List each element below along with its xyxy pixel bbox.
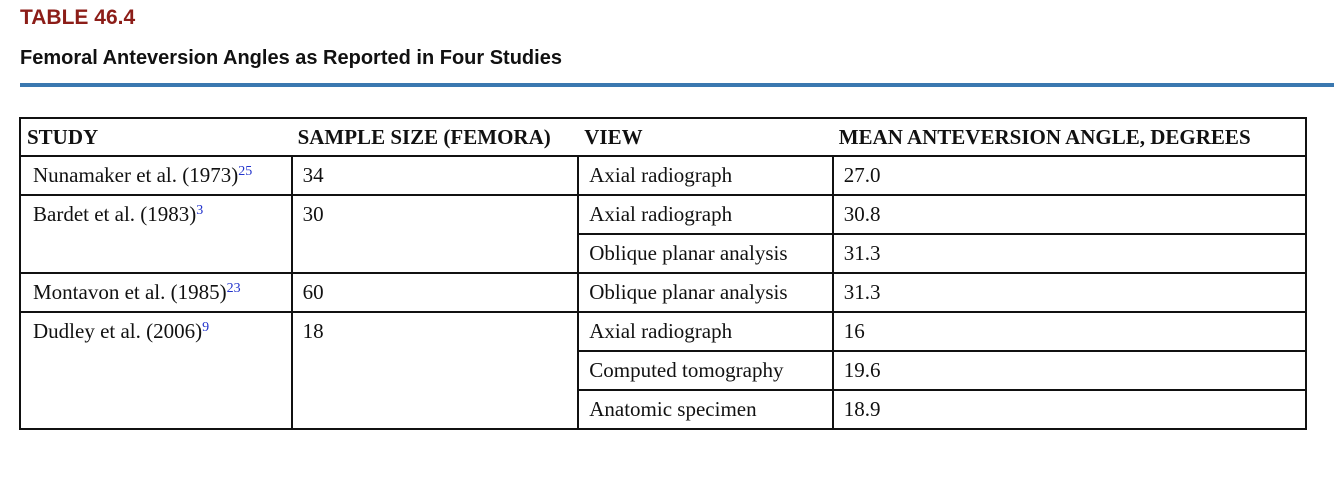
mean-angle-cell: 31.3	[833, 273, 1306, 312]
view-cell: Anatomic specimen	[578, 390, 832, 429]
study-cell	[20, 195, 292, 273]
mean-angle-cell: 16	[833, 312, 1306, 351]
header-view: VIEW	[578, 118, 832, 156]
mean-angle-cell: 31.3	[833, 234, 1306, 273]
table-row	[20, 156, 1306, 195]
table-row	[20, 273, 1306, 312]
header-sample-size: SAMPLE SIZE (FEMORA)	[292, 118, 579, 156]
table-caption: Femoral Anteversion Angles as Reported in Four Studies	[20, 47, 562, 69]
study-name: Bardet et al. (1983)	[33, 202, 197, 226]
sample-size-cell: 30	[292, 195, 579, 273]
mean-angle-cell: 18.9	[833, 390, 1306, 429]
study-name: Montavon et al. (1985)	[33, 280, 227, 304]
study-cell	[20, 156, 292, 195]
table-label: TABLE 46.4	[20, 6, 136, 29]
study-cell	[20, 312, 292, 429]
reference-link[interactable]: 23	[226, 281, 241, 296]
view-cell: Oblique planar analysis	[578, 234, 832, 273]
table-row	[20, 312, 1306, 351]
view-cell: Axial radiograph	[578, 312, 832, 351]
table-body	[20, 156, 1306, 429]
sample-size-cell: 34	[292, 156, 579, 195]
view-cell: Axial radiograph	[578, 195, 832, 234]
sample-size-cell: 18	[292, 312, 579, 429]
study-cell	[20, 273, 292, 312]
anteversion-table	[19, 117, 1307, 430]
mean-angle-cell: 27.0	[833, 156, 1306, 195]
reference-link[interactable]: 3	[196, 203, 204, 218]
caption-divider	[20, 83, 1334, 87]
mean-angle-cell: 30.8	[833, 195, 1306, 234]
sample-size-cell: 60	[292, 273, 579, 312]
header-mean-angle: MEAN ANTEVERSION ANGLE, DEGREES	[833, 118, 1306, 156]
study-name: Dudley et al. (2006)	[33, 319, 203, 343]
study-name: Nunamaker et al. (1973)	[33, 163, 239, 187]
reference-link[interactable]: 25	[238, 164, 253, 179]
view-cell: Axial radiograph	[578, 156, 832, 195]
table-row	[20, 195, 1306, 234]
header-study: STUDY	[20, 118, 292, 156]
view-cell: Oblique planar analysis	[578, 273, 832, 312]
view-cell: Computed tomography	[578, 351, 832, 390]
mean-angle-cell: 19.6	[833, 351, 1306, 390]
table-header-row	[20, 118, 1306, 156]
reference-link[interactable]: 9	[202, 320, 210, 335]
